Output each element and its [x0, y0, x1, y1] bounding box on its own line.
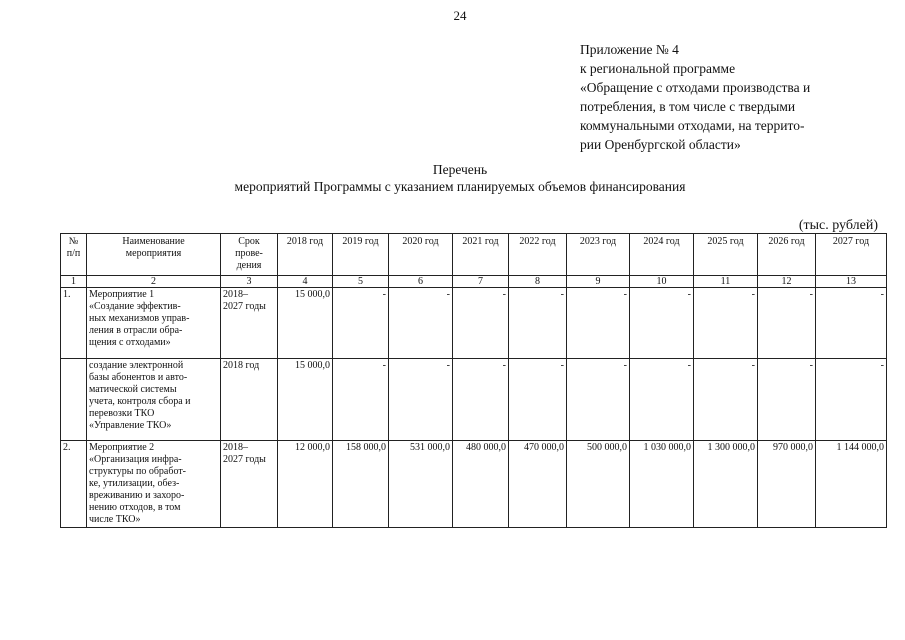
amount-cell: -: [758, 359, 816, 441]
column-header: № п/п: [61, 234, 87, 276]
amount-cell: -: [567, 359, 630, 441]
row-number-cell: 1.: [61, 288, 87, 359]
measure-name-cell: Мероприятие 1 «Создание эффектив- ных механизмов управ- ления в отрасли обра- щения с отходами»: [87, 288, 221, 359]
amount-cell: 1 144 000,0: [816, 441, 887, 528]
table-row: [61, 359, 887, 441]
term-cell: 2018– 2027 годы: [221, 441, 278, 528]
column-header: 2024 год: [630, 234, 694, 276]
amount-cell: 1 030 000,0: [630, 441, 694, 528]
column-numbers-row: [61, 276, 887, 288]
table-header-row: [61, 234, 887, 276]
term-cell: 2018– 2027 годы: [221, 288, 278, 359]
row-number-cell: 2.: [61, 441, 87, 528]
appendix-line: потребления, в том числе с твердыми: [580, 99, 796, 114]
column-header: 2025 год: [694, 234, 758, 276]
column-number: 1: [61, 276, 87, 288]
amount-cell: -: [453, 288, 509, 359]
amount-cell: 15 000,0: [278, 359, 333, 441]
row-number-cell: [61, 359, 87, 441]
amount-cell: 970 000,0: [758, 441, 816, 528]
column-header: 2027 год: [816, 234, 887, 276]
amount-cell: -: [630, 359, 694, 441]
amount-cell: -: [389, 359, 453, 441]
amount-cell: 15 000,0: [278, 288, 333, 359]
column-number: 5: [333, 276, 389, 288]
amount-cell: 500 000,0: [567, 441, 630, 528]
amount-cell: -: [758, 288, 816, 359]
amount-cell: -: [333, 288, 389, 359]
table-body: [61, 288, 887, 528]
column-header: 2023 год: [567, 234, 630, 276]
column-number: 9: [567, 276, 630, 288]
column-header: 2026 год: [758, 234, 816, 276]
amount-cell: -: [333, 359, 389, 441]
table-row: [61, 288, 887, 359]
column-number: 7: [453, 276, 509, 288]
column-number: 6: [389, 276, 453, 288]
column-header: 2018 год: [278, 234, 333, 276]
amount-cell: -: [816, 288, 887, 359]
column-number: 8: [509, 276, 567, 288]
amount-cell: 1 300 000,0: [694, 441, 758, 528]
amount-cell: -: [694, 288, 758, 359]
appendix-line: «Обращение с отходами производства и: [580, 80, 811, 95]
amount-cell: -: [509, 359, 567, 441]
column-header: Срок прове- дения: [221, 234, 278, 276]
amount-cell: -: [694, 359, 758, 441]
appendix-line: рии Оренбургской области»: [580, 137, 741, 152]
amount-cell: -: [453, 359, 509, 441]
page-number: 24: [453, 8, 467, 23]
column-number: 12: [758, 276, 816, 288]
appendix-line: к региональной программе: [580, 61, 736, 76]
amount-cell: 158 000,0: [333, 441, 389, 528]
column-header: 2020 год: [389, 234, 453, 276]
amount-cell: -: [567, 288, 630, 359]
column-header: Наименование мероприятия: [87, 234, 221, 276]
column-number: 4: [278, 276, 333, 288]
column-number: 11: [694, 276, 758, 288]
document-subtitle: мероприятий Программы с указанием планируемых объемов финансирования: [234, 179, 686, 194]
amount-cell: -: [509, 288, 567, 359]
amount-cell: 531 000,0: [389, 441, 453, 528]
appendix-line: коммунальными отходами, на террито-: [580, 118, 805, 133]
table-row: [61, 441, 887, 528]
amount-cell: -: [816, 359, 887, 441]
amount-cell: 12 000,0: [278, 441, 333, 528]
term-cell: 2018 год: [221, 359, 278, 441]
column-number: 2: [87, 276, 221, 288]
amount-cell: -: [389, 288, 453, 359]
column-header: 2022 год: [509, 234, 567, 276]
measure-name-cell: Мероприятие 2 «Организация инфра- структуры по обработ- ке, утилизации, обез- вреживанию и захоро- нению отходов, в том числе ТКО»: [87, 441, 221, 528]
amount-cell: 470 000,0: [509, 441, 567, 528]
amount-cell: -: [630, 288, 694, 359]
appendix-block: [580, 40, 810, 154]
column-number: 10: [630, 276, 694, 288]
amount-cell: 480 000,0: [453, 441, 509, 528]
measure-name-cell: создание электронной базы абонентов и авто- матической системы учета, контроля сбора и перевозки ТКО «Управление ТКО»: [87, 359, 221, 441]
column-header: 2019 год: [333, 234, 389, 276]
appendix-line: Приложение № 4: [580, 42, 679, 57]
units-label: (тыс. рублей): [798, 218, 878, 233]
financing-table: [60, 233, 887, 528]
column-number: 3: [221, 276, 278, 288]
document-title: Перечень: [432, 162, 488, 177]
column-header: 2021 год: [453, 234, 509, 276]
column-number: 13: [816, 276, 887, 288]
